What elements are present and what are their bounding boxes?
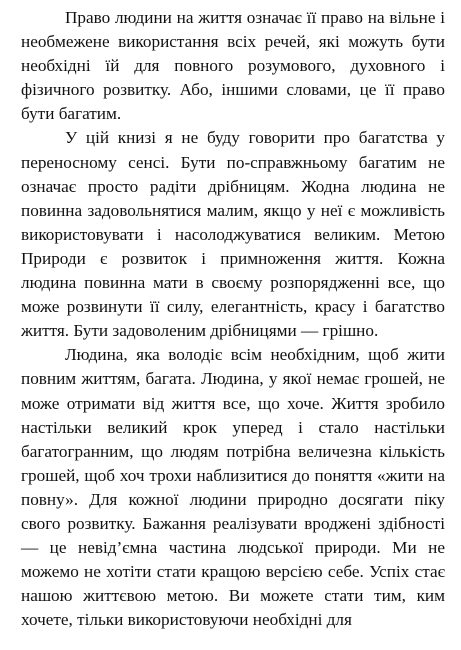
paragraph-right-to-life: Право людини на життя означає її право на вільне і необмежене використання всіх речей, які можуть бути необхідні їй для повного розумового, духовного і фізичного розвитку. Або, іншими словами, це її право бути багатим. [21,8,445,124]
paragraph-wealth-meaning: У цій книзі я не буду говорити про багатства у переносному сенсі. Бути по-справжньому багатим не означає просто радіти дрібницям. Жодна людина не повинна задовольнятися малим, якщо у неї є можливість використовувати і насолоджуватися великим. Метою Природи є розвиток і примноження життя. Кожна людина повинна мати в своєму розпорядженні все, що може розвинути її силу, елегантність, красу і багатство життя. Бути задоволеним дрібницями — грішно. [21,128,445,341]
paragraph-money-and-life: Людина, яка володіє всім необхідним, щоб жити повним життям, багата. Людина, у якої немає грошей, не може отримати від життя все, що хоче. Життя зробило настільки великий крок уперед і стало настільки багатогранним, що людям потрібна величезна кількість грошей, щоб хоч трохи наблизитися до поняття «жити на повну». Для кожної людини природно досягати піку свого розвитку. Бажання реалізувати вроджені здібності — це невід’ємна частина людської природи. Ми не можемо не хотіти стати кращою версією себе. Успіх стає нашою життєвою метою. Ви можете стати тим, ким хочете, тільки використовуючи необхідні для [21,345,445,630]
